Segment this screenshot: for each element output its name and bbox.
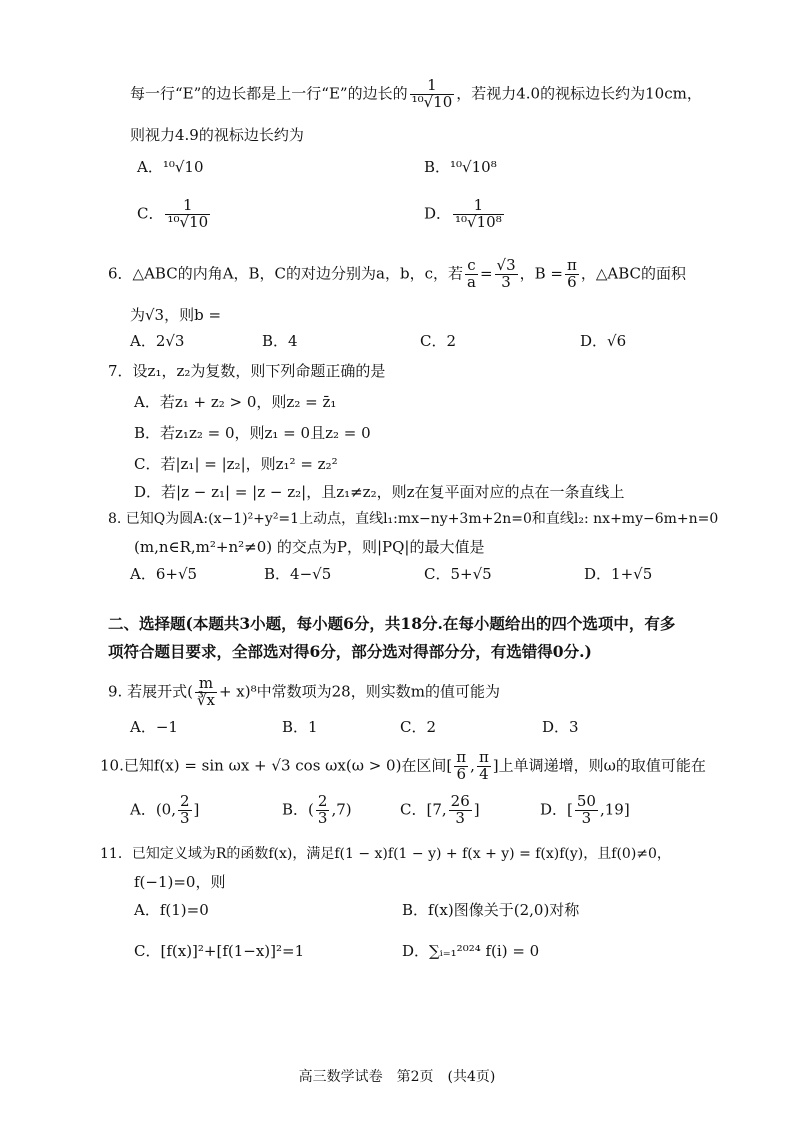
q8-option-b: B．4−√5 [264,565,332,583]
q5-option-d: D． $\frac{1}{\text{¹⁰√10⁸}}$ [424,196,502,231]
q9-option-a: A．−1 [130,718,178,736]
q11-option-a: A．f(1)=0 [134,901,209,919]
q6-option-a: A．2√3 [130,332,185,350]
q5-option-a: A．¹⁰√10 [137,158,204,176]
q11-option-d: D．∑ᵢ₌₁²⁰²⁴ f(i) = 0 [402,942,540,960]
q9-option-d: D．3 [542,718,579,736]
section2-heading-line2: 项符合题目要求，全部选对得6分，部分选对得部分分，有选错得0分.) [108,642,592,661]
q6-fraction-root3-over-3: $\frac{√3}{3}$ [496,256,516,291]
q5-line1 [130,78,702,111]
q9-stem: 9. 若展开式( $\frac{m}{∛x}$ + x)⁸中常数项为28，则实数m的值可能为 [108,674,500,709]
q6-line2: 为√3，则b = [130,306,222,324]
q6-option-b: B．4 [262,332,298,350]
q7-option-b: B．若z₁z₂ = 0，则z₁ = 0且z₂ = 0 [134,424,371,442]
q10-stem: 10.已知f(x) = sin ωx + √3 cos ωx(ω > 0)在区间[ $\frac{\pi}{6}$ , $\frac{\pi}{4}$ ]上单调递增，则ω的取值可能在 [100,748,706,783]
q10-option-d: D．[ $\frac{50}{3}$ ,19] [540,792,630,827]
q5-line2: 则视力4.9的视标边长约为 [130,126,304,144]
q10-fraction-pi-4: $\frac{\pi}{4}$ [478,748,489,783]
section2-heading-line1: 二、选择题(本题共3小题，每小题6分，共18分.在每小题给出的四个选项中，有多 [108,614,676,633]
q8-line2: (m,n∈R,m²+n²≠0) 的交点为P，则|PQ|的最大值是 [134,538,485,556]
q11-option-b: B．f(x)图像关于(2,0)对称 [402,901,580,919]
q10-option-a: A．(0, $\frac{2}{3}$ ] [130,792,200,827]
q7-stem: 7．设z₁，z₂为复数，则下列命题正确的是 [108,362,386,380]
q5-fraction: $\frac{1}{\text{¹⁰√10}}$ [411,76,453,111]
q9-option-c: C．2 [400,718,437,736]
q8-line1: 8. 已知Q为圆A:(x−1)²+y²=1上动点，直线l₁:mx−ny+3m+2n=0和直线l₂: nx+my−6m+n=0 [108,511,719,527]
q8-option-a: A．6+√5 [130,565,198,583]
q8-option-d: D．1+√5 [584,565,653,583]
q11-line1: 11．已知定义域为R的函数f(x)，满足f(1 − x)f(1 − y) + f(x + y) = f(x)f(y)，且f(0)≠0， [100,846,671,862]
q7-option-a: A．若z₁ + z₂ > 0，则z₂ = z̄₁ [134,393,337,411]
q5-option-c: C． $\frac{1}{\text{¹⁰√10}}$ [137,196,209,231]
q5-option-c-fraction: $\frac{1}{\text{¹⁰√10}}$ [167,196,209,231]
q8-option-c: C．5+√5 [424,565,492,583]
q10-fraction-pi-6: $\frac{\pi}{6}$ [456,748,467,783]
q6-option-d: D．√6 [580,332,627,350]
q11-line2: f(−1)=0，则 [134,873,226,891]
q5-option-d-fraction: $\frac{1}{\text{¹⁰√10⁸}}$ [455,196,502,231]
q5-line1-text-a: 每一行“E”的边长都是上一行“E”的边长的 [130,84,408,103]
q7-option-d: D．若|z − z₁| = |z − z₂|，且z₁≠z₂，则z在复平面对应的点在一条直线上 [134,483,625,501]
q6-fraction-pi-over-6: $\frac{\pi}{6}$ [567,256,577,291]
q9-fraction: $\frac{m}{∛x}$ [196,674,215,709]
q5-option-b: B．¹⁰√10⁸ [424,158,497,176]
q7-option-c: C．若|z₁| = |z₂|，则z₁² = z₂² [134,455,338,473]
q10-option-c: C．[7, $\frac{26}{3}$ ] [400,792,480,827]
q5-line1-text-b: ，若视力4.0的视标边长约为10cm， [456,84,702,103]
q6-fraction-c-over-a: $\frac{c}{a}$ [466,256,476,291]
q9-option-b: B．1 [282,718,318,736]
page-footer: 高三数学试卷 第2页 (共4页) [298,1069,496,1085]
q11-option-c: C．[f(x)]²+[f(1−x)]²=1 [134,942,305,960]
q6-line1: 6．△ABC的内角A，B，C的对边分别为a，b，c，若 $\frac{c}{a}$ = $\frac{√3}{3}$ ，B = $\frac{\pi}{6}$ ，△ABC的面积 [108,256,687,291]
q10-option-b: B．( $\frac{2}{3}$ ,7) [282,792,352,827]
q6-option-c: C．2 [420,332,457,350]
